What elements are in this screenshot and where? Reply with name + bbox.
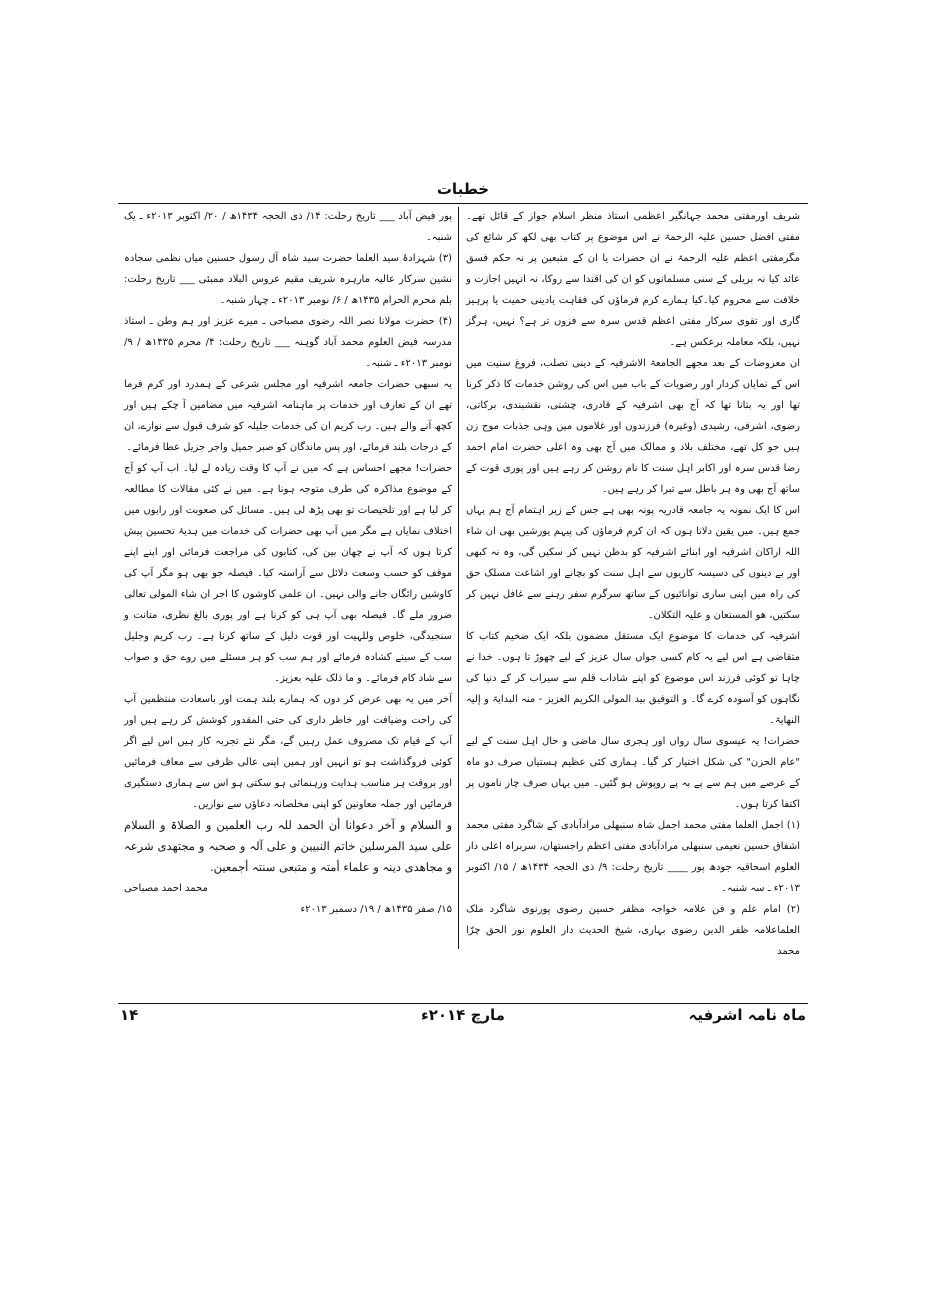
- magazine-name: ماہ نامہ اشرفیہ: [688, 1006, 806, 1024]
- paragraph: آخر میں یہ بھی عرض کر دوں کہ ہمارے بلند ہمت اور باسعادت منتظمین آپ کی راحت وضیافت اور خاطر داری کی حتی المقدور کوشش کر رہے ہیں اور آپ کے قیام تک مصروف عمل رہیں گے، مگر نئے تجربہ کار ہیں اس لیے اگر کوئی فروگذاشت ہو تو انہیں اور ہمیں اپنی عالی ظرفی سے معاف فرمائیں اور بروقت ہر مناسب ہدایت ورہنمائی ہو سکتی ہو اس سے ہماری دستگیری فرمائیں اور جملہ معاونین کو اپنی مخلصانہ دعاؤں سے نوازیں۔: [124, 694, 452, 810]
- right-column: [466, 206, 800, 962]
- signature: محمد احمد مصباحی: [124, 883, 208, 894]
- closing-prayer: و السلام و آخر دعوانا أن الحمد للہ رب العلمین و الصلاۃ و السلام علی سید المرسلین خاتم النبیین و علی آلہ و صحبہ و مجتھدی شرعہ و مجاھدی دینہ و علماء أمتہ و متبعی سنتہ أجمعین.: [124, 818, 452, 874]
- paragraph: (۲) امام علم و فن علامہ خواجہ مظفر حسین رضوی پورنوی شاگرد ملک العلماعلامہ ظفر الدین رضوی بہاری، شیخ الحدیث دار العلوم نور الحق چرّا محمد: [466, 904, 800, 957]
- paragraph: ان معروضات کے بعد مجھے الجامعۃ الاشرفیہ کے دینی تصلب، فروغ سنیت میں اس کے نمایاں کردار اور رضویات کے باب میں اس کی روشن خدمات کا ذکر کرنا تھا اور یہ بتانا تھا کہ آج بھی اشرفیہ کے قادری، چشتی، نقشبندی، برکاتی، رضوی، اشرفی، رشیدی (وغیرہ) فرزندوں اور غلاموں میں وہی جذبات موج زن ہیں جو کل تھے، مختلف بلاد و ممالک میں آج بھی وہ اعلی حضرت امام احمد رضا قدس سرہ اور اکابر اہل سنت کا نام روشن کر رہے ہیں اور پوری قوت کے ساتھ آج بھی وہ ہر باطل سے تبرا کر رہے ہیں۔: [466, 358, 800, 495]
- paragraph: اس کا ایک نمونہ یہ جامعہ قادریہ پونہ بھی ہے جس کے زیر اہتمام آج ہم یہاں جمع ہیں۔ میں یقین دلاتا ہوں کہ ان کرم فرماؤں کی پیہم یورشیں بھی ان شاء اللہ اراکان اشرفیہ اور ابنائے اشرفیہ کو بدظن نہیں کر سکیں گی، وہ نہ کبھی اور بے دینوں کی دسیسہ کاریوں سے اہل سنت کو بچانے اور اشاعت مسلک حق کی راہ میں اپنی ساری توانائیوں کے ساتھ سرگرم سفر رہنے سے غافل نہیں کر سکتیں، ھو المستعان و علیہ التکلان۔: [466, 505, 800, 621]
- paragraph: حضرات! مجھے احساس ہے کہ میں نے آپ کا وقت زیادہ لے لیا۔ اب آپ کو آج کے موضوع مذاکرہ کی طرف متوجہ ہونا ہے۔ میں نے کئی مقالات کا مطالعہ کر لیا ہے اور تلخیصات تو بھی پڑھ لی ہیں۔ مسائل کی صعوبت اور رایوں میں اختلاف نمایاں ہے مگر میں آپ بھی حضرات کی خدمات میں ہدیۂ تحسین پیش کرتا ہوں کہ آپ نے چھان بین کی، کتابوں کی مراجعت فرمائی اور اپنے اپنے موقف کو حسب وسعت دلائل سے آراستہ کیا۔ فیصلہ جو بھی ہو مگر آپ کی کاوشیں رائگاں جانے والی نہیں۔ ان علمی کاوشوں کا اجر ان شاء المولی تعالی ضرور ملے گا۔ فیصلہ بھی آپ ہی کو کرنا ہے اور پوری بالغ نظری، متانت و سنجیدگی، خلوص وللہیت اور قوت دلیل کے ساتھ کرنا ہے۔ رب کریم وجلیل سب کے سینے کشادہ فرمائے اور ہم سب کو ہر مسئلے میں روے حق و صواب سے شاد کام فرمائے۔ و ما ذلک علیہ بعزیز۔: [124, 463, 452, 684]
- top-divider: [118, 203, 808, 204]
- paragraph: (۴) حضرت مولانا نصر اللہ رضوی مصباحی ـ میرے عزیز اور ہم وطن ـ استاذ مدرسہ فیض العلوم محمد آباد گوہنہ ___ تاریخ رحلت: ۴/ محرم ۱۴۳۵ھ / ۹/ نومبر ۲۰۱۳ء ـ شنبہ۔: [124, 316, 452, 369]
- page-title: خطبات: [436, 180, 490, 198]
- left-column: [124, 206, 452, 920]
- column-divider: [458, 207, 459, 949]
- bottom-divider: [118, 1003, 808, 1004]
- paragraph: (۳) شہزادۂ سید العلما حضرت سید شاہ آل رسول حسنین میاں نظمی سجادہ نشین سرکار عالیہ مارہرہ شریف مقیم عروس البلاد ممبئی ___ تاریخ رحلت: بلم محرم الحرام ۱۴۳۵ھ / ۶/ نومبر ۲۰۱۳ء ـ چہار شنبہ۔: [124, 253, 452, 306]
- issue-date: مارچ ۲۰۱۴ء: [421, 1006, 505, 1024]
- paragraph: اشرفیہ کی خدمات کا موضوع ایک مستقل مضمون بلکہ ایک ضخیم کتاب کا متقاضی ہے اس لیے یہ کام کسی جواں سال عزیز کے لیے چھوڑ تا ہوں۔ خدا نے چاہا تو کوئی فرزند اس موضوع کو اپنے شاداب قلم سے سیراب کر کے دنیا کی نگاہوں کو آسودہ کرے گا۔ و التوفیق بید المولی الکریم العزیز - منہ البدایۃ و إلیہ النھایۃ۔: [466, 631, 800, 726]
- page-number: ۱۴: [120, 1006, 139, 1024]
- paragraph: پور فیض آباد ___ تاریخ رحلت: ۱۴/ ذی الحجہ ۱۴۳۴ھ / ۲۰/ اکتوبر ۲۰۱۳ء ـ یک شنبہ۔: [124, 211, 453, 243]
- paragraph: (۱) اجمل العلما مفتی محمد اجمل شاہ سنبھلی مرادآبادی کے شاگرد مفتی محمد اشفاق حسین نعیمی سنبھلی مرادآبادی مفتی اعظم راجستھان، سربراہ اعلی دار العلوم اسحاقیہ جودھ پور ____ تاریخ رحلت: ۹/ ذی الحجہ ۱۴۳۴ھ / ۱۵/ اکتوبر ۲۰۱۳ء ـ سہ شنبہ۔: [466, 820, 800, 894]
- paragraph: شریف اورمفتی محمد جہانگیر اعظمی استاذ منظر اسلام جواز کے قائل تھے۔مفتی افضل حسین علیہ الرحمۃ نے اس موضوع پر کتاب بھی لکھ کر شائع کی مگرمفتی اعظم علیہ الرحمۃ نے ان حضرات یا ان کے متبعین پر نہ حکم فسق عائد کیا نہ بریلی کے سنی مسلمانوں کو ان کی اقتدا سے روکا، نہ انہیں اجازت و خلافت سے محروم کیا۔کیا ہمارے کرم فرماؤں کی فقاہت یادینی حمیت یا پرہیز گاری اور تقوی سرکار مفتی اعظم قدس سرہ سے فزوں تر ہے؟ نہیں، ہرگز نہیں، بلکہ معاملہ برعکس ہے۔: [466, 211, 800, 348]
- paragraph: حضرات! یہ عیسوی سال رواں اور ہجری سال ماضی و حال اہل سنت کے لیے "عام الحزن" کی شکل اختیار کر گیا۔ ہماری کئی عظیم ہستیاں صرف دو ماہ کے عرصے میں ہم سے پے بہ پے روپوش ہو گئیں۔ میں یہاں صرف چار ناموں پر اکتفا کرتا ہوں۔: [466, 736, 800, 810]
- paragraph: یہ سبھی حضرات جامعہ اشرفیہ اور مجلس شرعی کے ہمدرد اور کرم فرما تھے ان کے تعارف اور خدمات پر ماہنامہ اشرفیہ میں مضامین آ چکے ہیں اور کچھ آنے والے ہیں۔ رب کریم ان کی خدمات جلیلہ کو شرف قبول سے نوازے، ان کے درجات بلند فرمائے، اور پس ماندگان کو صبر جمیل واجر جزیل عطا فرمائے۔: [124, 379, 452, 453]
- date-line: ۱۵/ صفر ۱۴۳۵ھ / ۱۹/ دسمبر ۲۰۱۳ء: [300, 904, 452, 915]
